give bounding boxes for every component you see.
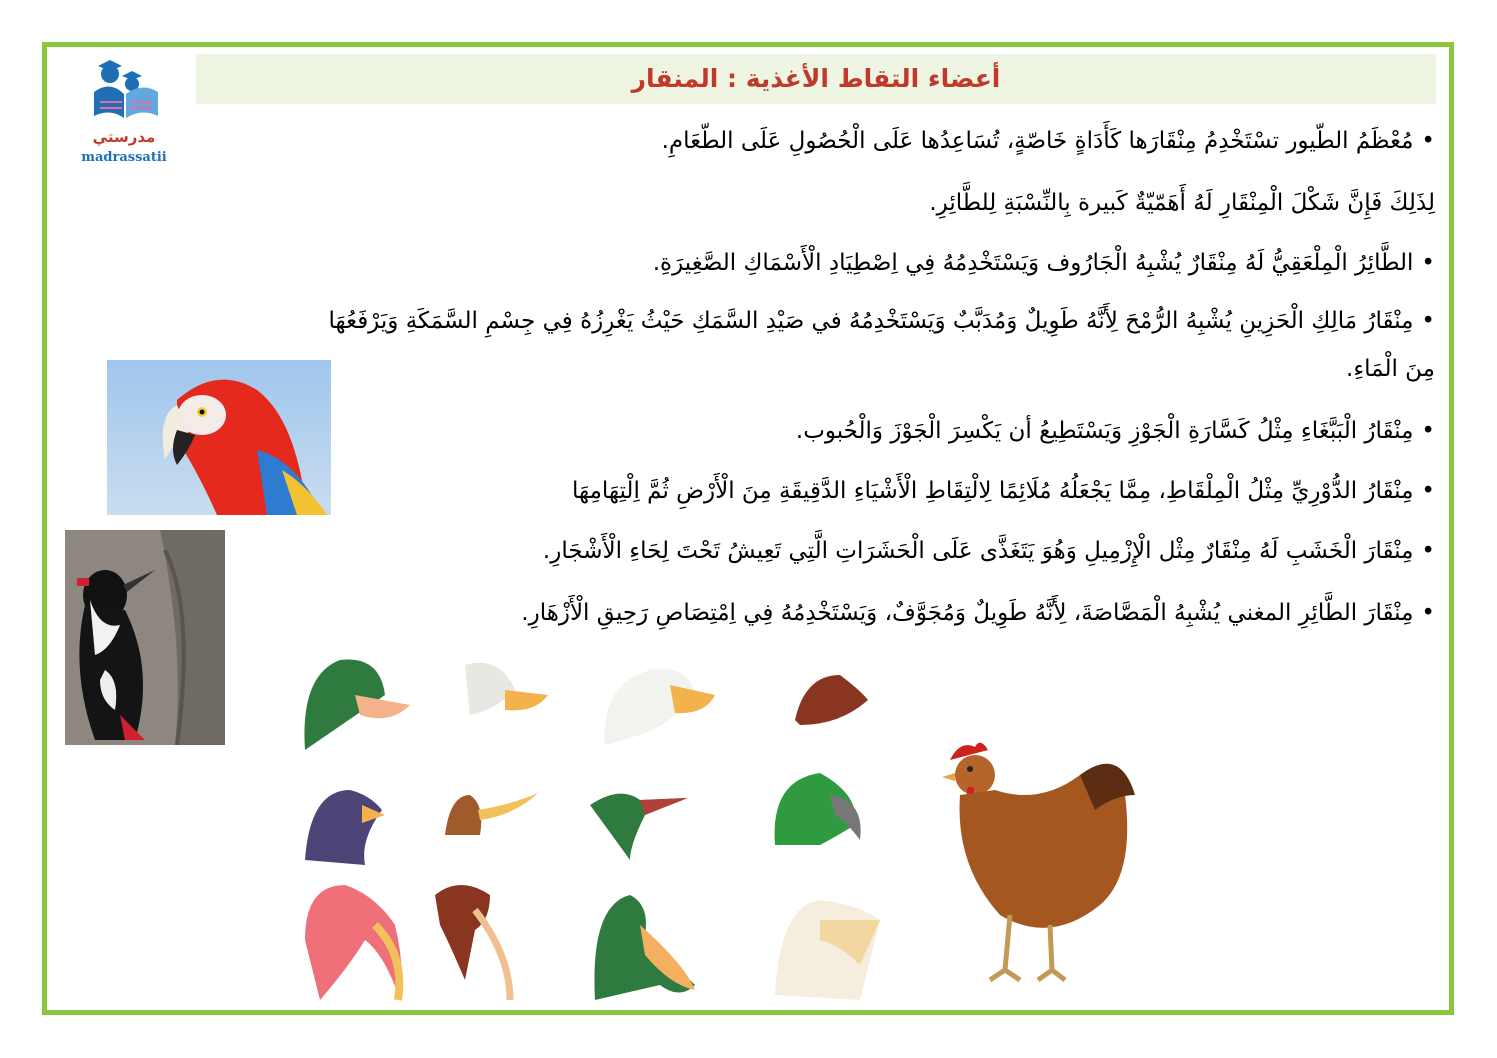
text-line-2: لِذَلِكَ فَإِنَّ شَكْلَ الْمِنْقَارِ لَهُ أَهَمّيّةٌ كَبيرة بِالنِّسْبَةِ لِلطَّائِرِ. bbox=[929, 190, 1435, 216]
text-line-5: مِنَ الْمَاءِ. bbox=[1346, 356, 1435, 382]
logo-arabic-text: مدرستي bbox=[92, 128, 156, 146]
parrot-photo bbox=[107, 360, 331, 515]
text-line-8: •مِنْقَارَ الْخَشَبِ لَهُ مِنْقَارٌ مِثْل الْإِزْمِيلِ وَهُوَ يَتَغَذَّى عَلَى الْحَشَرَاتِ الَّتِي تَعِيشُ تَحْتَ لِحَاءِ الْأَشْجَارِ. bbox=[542, 538, 1435, 564]
woodpecker-photo bbox=[65, 530, 225, 745]
bullet: • bbox=[1421, 478, 1435, 504]
bird-heads-illustration bbox=[300, 655, 885, 1005]
bullet: • bbox=[1421, 600, 1435, 626]
hen-photo bbox=[940, 735, 1140, 985]
bullet: • bbox=[1421, 418, 1435, 444]
page-title: أعضاء التقاط الأغذية : المنقار bbox=[631, 64, 1001, 93]
text-line-6: •مِنْقَارُ الْبَبَّغَاءِ مِثْلُ كَسَّارَةِ الْجَوْزِ وَيَسْتَطِيعُ أن يَكْسِرَ الْجَوْزَ وَالْحُبوب. bbox=[795, 418, 1435, 444]
text-line-9: •مِنْقَارَ الطَّائِرِ المغني يُشْبِهُ الْمَصَّاصَةَ، لِأَنَّهُ طَوِيلٌ وَمُجَوَّفٌ، وَيَسْتَخْدِمُهُ فِي اِمْتِصَاصِ رَحِيقِ الْأَزْهَارِ. bbox=[521, 600, 1435, 626]
text-line-7: •مِنْقَارُ الدُّوْرِيِّ مِثْلُ الْمِلْقَاطِ، مِمَّا يَجْعَلُهُ مُلَائِمًا لِالْتِقَاطِ الْأَشْيَاءِ الدَّقِيقَةِ مِنَ الْأَرْضِ ثُمَّ اِلْتِهَامِهَا bbox=[571, 478, 1435, 504]
bullet: • bbox=[1421, 538, 1435, 564]
bullet: • bbox=[1421, 308, 1435, 334]
bullet: • bbox=[1421, 250, 1435, 276]
bullet: • bbox=[1421, 128, 1435, 154]
text-line-1: •مُعْظَمُ الطّيور تسْتَخْدِمُ مِنْقَارَها كَأَدَاةٍ خَاصّةٍ، تُسَاعِدُها عَلَى الْحُصُولِ عَلَى الطّعَامِ. bbox=[661, 128, 1435, 154]
text-line-3: •الطَّائِرُ الْمِلْعَقِيُّ لَهُ مِنْقَارٌ يُشْبِهُ الْجَارُوف وَيَسْتَخْدِمُهُ فِي اِصْطِيَادِ الْأَسْمَاكِ الصَّغِيرَةِ. bbox=[652, 250, 1435, 276]
text-line-4: •مِنْقَارُ مَالِكِ الْحَزِينِ يُشْبِهُ الرُّمْحَ لِأَنَّهُ طَوِيلٌ وَمُدَبَّبٌ وَيَسْتَخْدِمُهُ في صَيْدِ السَّمَكِ حَيْثُ يَغْرِزُهُ فِي جِسْمِ السَّمَكَةِ وَيَرْفَعُهَا bbox=[328, 308, 1435, 334]
logo-latin-text: madrassatii bbox=[81, 150, 167, 165]
